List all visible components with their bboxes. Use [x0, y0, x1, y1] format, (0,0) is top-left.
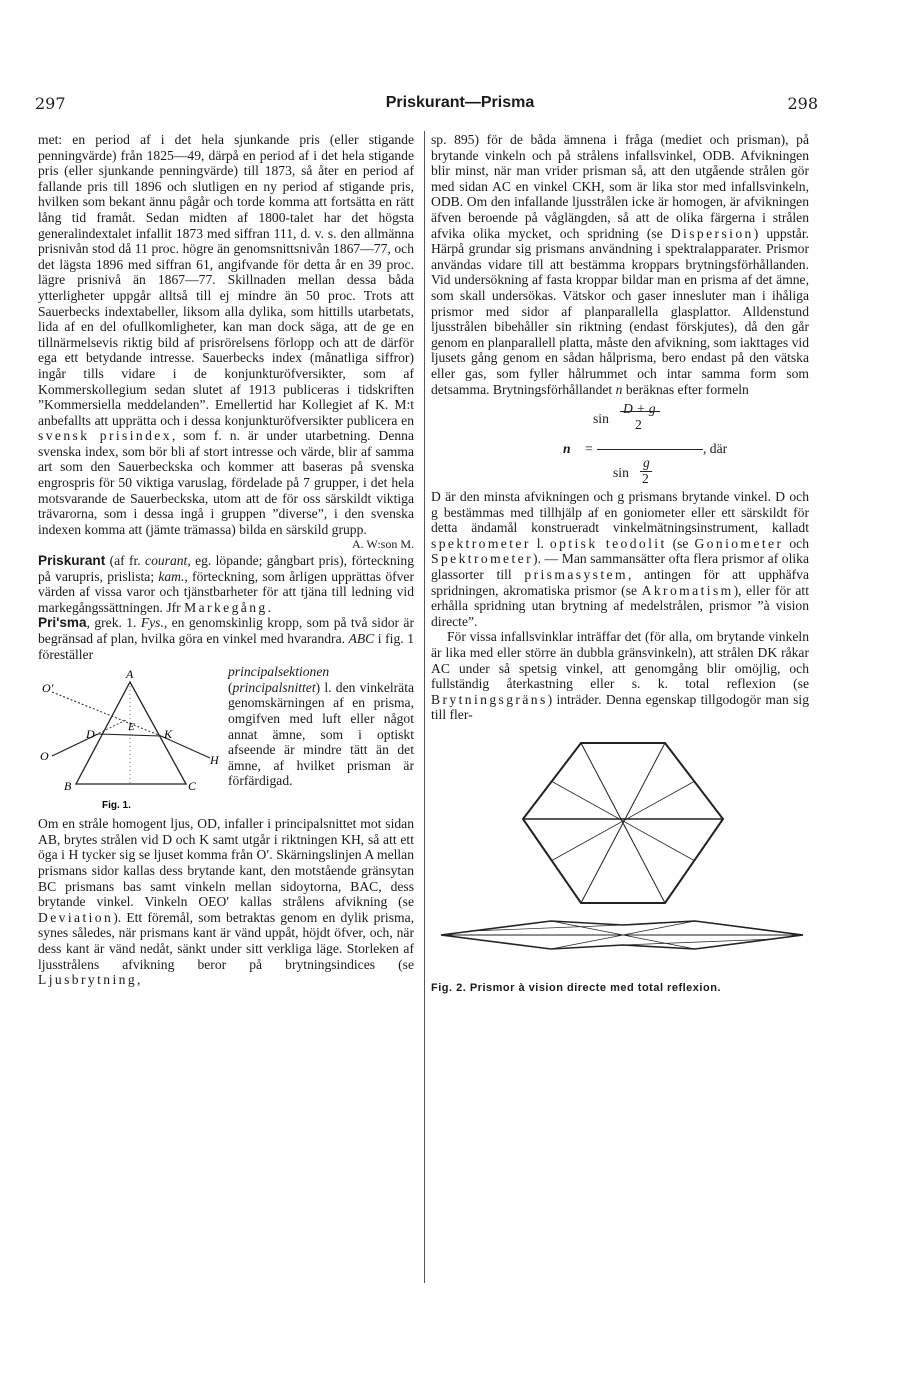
- term-spektrometer: spektrometer: [431, 535, 531, 551]
- paragraph-price-history: met: en period af i det hela sjunkande pris (eller stigande penningvärde) från 1825—49, därpå en period af i det hela stigande pris (eller sjunkande penningvärde) till 1873, så åter en period af fallande pris till 1896 och slutligen en ny period af stigande pris, hvilken som bekant ännu pågår och torde komma att fortsätta en rätt lång tid framåt. Sedan midten af 1800-talet har det högsta generalindextalet infallit 1873 med siffran 111, d. v. s. den allmänna prisnivån stod då 11 proc. högre än genomsnittsnivån 1867—77, och det lägsta 1896 med siffran 61, angifvande för detta år en 39 proc. lägre prisnivå än 1867—77. Skillnaden mellan dessa båda ytterligheter uppgår alltså till ej mindre än 50 proc. Trots att Sauerbecks indextabeller, liksom alla dylika, som hittills utarbetats, lida af en del ofullkomligheter, kan man dock säga, att de ge en tillnärmelsevis riktig bild af prisrörelsens förlopp och att de därför ega ett betydande intresse. Sauerbecks index (månatliga siffror) ingår tills vidare i de konjunkturöfversikter, som af Kommerskollegium sedan slutet af 1913 publiceras i tidskriften ”Kommersiella meddelanden”. Emellertid har Kollegiet af K. M:t anbefallts att upprätta och i dessa konjunkturöfversikter publicera en svensk prisindex, som f. n. är under utarbetning. Denna svenska index, som bör bli af stort intresse och värde, blir af samma art som den Sauerbeckska och kommer att baseras på svenska engrospris för 50 viktiga varuslag, fördelade på 7 grupper, i det hela motsvarande de Sauerbeckska, utom att de för oss särskildt viktiga trävarorna, som i dessa ingå i gruppen ”diverse”, i den svenska indexen komma att (jämte trämassa) bilda en särskild grupp. A. W:son M.: [38, 132, 414, 552]
- right-column: [431, 132, 809, 997]
- cross-ref-goniometer: Goniometer: [694, 535, 784, 551]
- entry-headword-prisma: Pri'sma: [38, 615, 87, 631]
- cross-ref-deviation: Deviation: [38, 909, 114, 925]
- left-column: [38, 132, 414, 988]
- label-h: H: [210, 753, 219, 768]
- paragraph-refraction: sp. 895) för de båda ämnena i fråga (mediet och prisman), på brytande vinkeln och på strålens infallsvinkel, ODB. Afvikningen blir minst, när man vrider prisman så, att den utgående strålen gör med sidan AC en vinkel CKH, som är lika stor med infallsvinkeln, ODB. Om den infallande ljusstrålen icke är homogen, är afvikningen äfven beroende på våglängden, så att de olika färgerna i strålen afvika olika mycket, och spridning (se Dispersion) uppstår. Härpå grundar sig prismans användning i spektralapparater. Prismor användas vidare till att bestämma kroppars brytningsförhållanden. Vid undersökning af fasta kroppar bildar man en prisma af det ämne, som skall undersökas. Vätskor och gaser innesluter man i ihåliga prismor med sidor af planparallella glasplattor. Alldenstund ljusstrålen bibehåller sin riktning (endast förskjutes), då den går genom en planparallell platta, måste den afvikning, som iakttages vid ljusets gång genom en sådan hålprisma, bero endast på den vätska eller gas, som fyller hålrummet och intar samma form som detsamma. Brytningsförhållandet n beräknas efter formeln: [431, 132, 809, 397]
- cross-ref-markegang: Markegång: [184, 599, 268, 615]
- fraction-bar-top: [620, 411, 660, 413]
- refraction-formula: sin D + g 2 n = , där sin g 2: [563, 401, 728, 487]
- label-o: O: [40, 749, 49, 764]
- prism-diagram: [38, 664, 224, 814]
- label-b: B: [64, 779, 72, 794]
- cross-ref-spektrometer: Spektrometer: [431, 551, 534, 567]
- figure-2: [431, 735, 809, 975]
- figure-1-caption: Fig. 1.: [102, 800, 131, 812]
- figure-1-side-text: principalsektionen (principalsnittet) l. den vinkelräta genomskärningen af en prisma, omgifven med luft eller något annat ämne, som i optiskt afseende är mindre tätt än det ämne, af hvilket prisman är förfärdigad.: [228, 664, 414, 789]
- figure-1: [38, 664, 224, 814]
- author-signature: A. W:son M.: [351, 537, 414, 552]
- term-prismasystem: prismasystem: [524, 567, 628, 583]
- prism-reflection-diagram: [431, 735, 809, 975]
- page-number-left: 297: [35, 94, 66, 113]
- label-a: A: [126, 667, 134, 682]
- page-title: Priskurant—Prisma: [385, 94, 535, 111]
- main-fraction-bar: [597, 449, 703, 451]
- cross-ref-akromatism: Akromatism: [641, 582, 734, 598]
- cross-ref-dispersion: Dispersion: [670, 225, 754, 241]
- ray-inside: [98, 734, 161, 736]
- page-number-right: 298: [787, 94, 818, 113]
- term-optisk-teodolit: optisk teodolit: [549, 535, 667, 551]
- label-k: K: [164, 727, 173, 742]
- label-e: E: [128, 721, 135, 734]
- entry-priskurant: Priskurant (af fr. courant, eg. löpande; gångbart pris), förteckning på varupris, prislista; kam., förteckning, som årligen upprättas öfver värden af vissa varor och tjänstbarheter för att tjäna till ledning vid markegångssättningen. Jfr Markegång.: [38, 553, 414, 615]
- cross-ref-ljusbrytning: Ljusbrytning: [38, 972, 138, 988]
- figure-2-caption: Fig. 2. Prismor à vision directe med total reflexion.: [431, 982, 721, 994]
- column-divider: [424, 131, 425, 1283]
- paragraph-prism-rays: Om en stråle homogent ljus, OD, infaller i principalsnittet mot sidan AB, brytes strålen vid D och K samt utgår i riktningen KH, så att ett öga i H tycker sig se ljuset komma från O′. Skärningslinjen A mellan prismans sidor kallas dess brytande kant, den motstående gränsytan BC prismans bas samt vinkeln mellan sidoytorna, BAC, dess brytande vinkel. Vinkeln OEO′ kallas strålens afvikning (se Deviation). Ett föremål, som betraktas genom en dylik prisma, synes således, när prismans kant är vänd uppåt, höjdt öfver, och, när dess kant är vänd nedåt, sänkt under sitt verkliga läge. Storleken af ljusstrålens afvikning beror på brytningsindices (se Ljusbrytning,: [38, 816, 414, 988]
- label-c: C: [188, 779, 197, 794]
- paragraph-goniometer: D är den minsta afvikningen och g prismans brytande vinkel. D och g bestämmas med tillhjälp af en goniometer eller ett särskildt för detta ändamål konstrueradt vinkelmätningsinstrument, kalladt spektrometer l. optisk teodolit (se Goniometer och Spektrometer). — Man sammansätter ofta flera prismor af olika glassorter till prismasystem, antingen för att upphäfva spridningen, akromatiska prismor (se Akromatism), eller för att erhålla spridning utan brytning af medelstrålen, prismor ”à vision directe”.: [431, 489, 809, 629]
- spaced-term-svensk-prisindex: svensk prisindex: [38, 428, 172, 444]
- label-d: D: [86, 727, 95, 742]
- figure-1-block: [38, 664, 414, 814]
- cross-ref-brytningsgrans: Brytningsgräns: [431, 691, 548, 707]
- page-header: [0, 94, 920, 118]
- paragraph-total-reflexion: För vissa infallsvinklar inträffar det (för alla, om brytande vinkeln är lika med eller större än dubbla gränsvinkeln), att strålen DK råkar AC under så spetsig vinkel, att genomgång blir omöjlig, och fullständig återkastning eller s. k. total reflexion (se Brytningsgräns) inträder. Denna egenskap tillgodogör man sig till fler-: [431, 629, 809, 723]
- entry-prisma: Pri'sma, grek. 1. Fys., en genomskinlig kropp, som på två sidor är begränsad af plan, hvilka göra en vinkel med hvarandra. ABC i fig. 1 föreställer: [38, 615, 414, 662]
- entry-headword-priskurant: Priskurant: [38, 553, 106, 569]
- label-o-prime: O': [42, 681, 54, 696]
